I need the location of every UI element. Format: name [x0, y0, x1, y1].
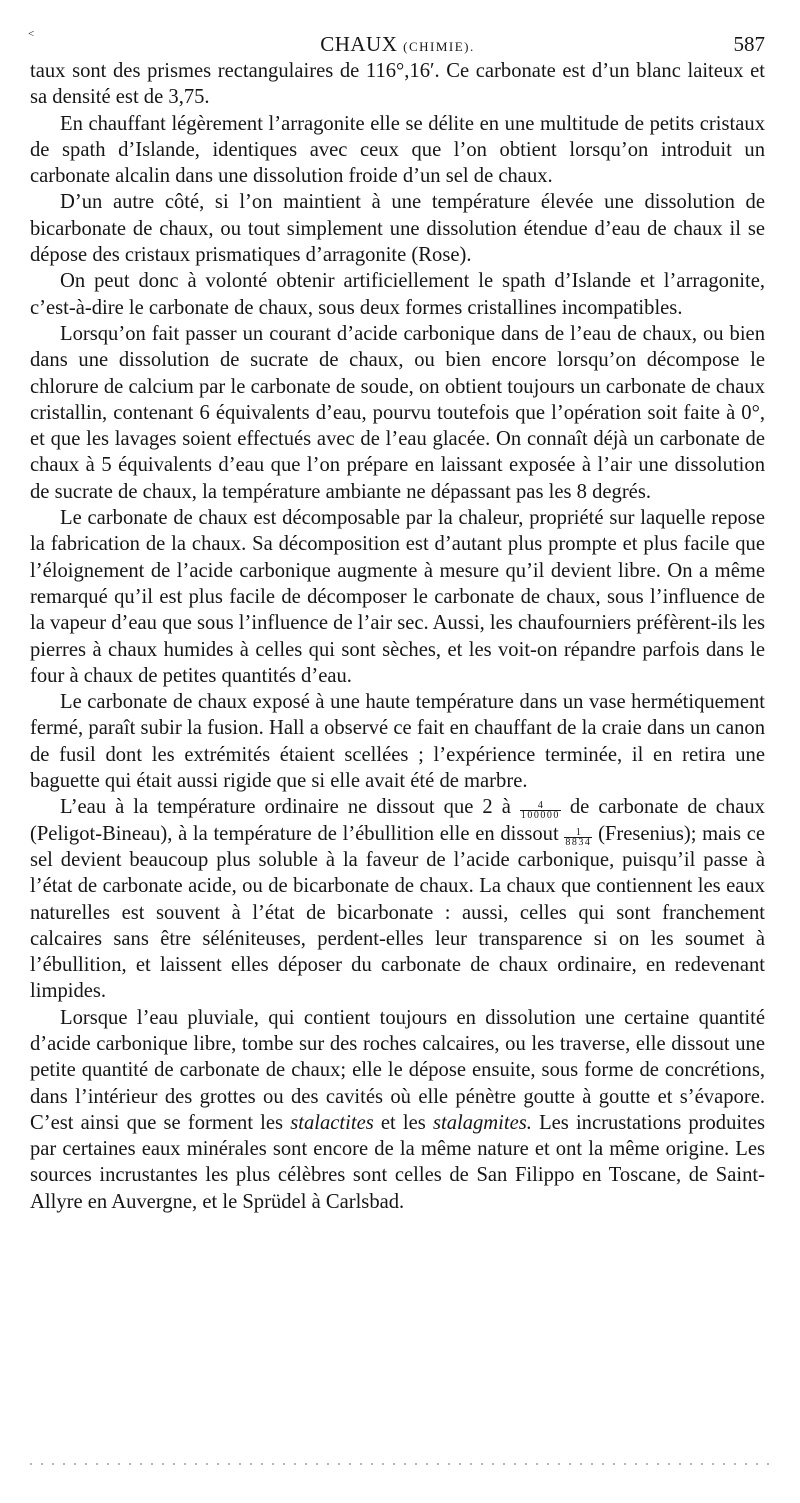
page-number: 587: [733, 32, 765, 56]
fraction-solubility-boiling: [564, 828, 592, 847]
fraction-numerator: 4: [520, 801, 561, 811]
running-title-main: CHAUX: [320, 32, 398, 56]
body-text: [30, 58, 765, 1215]
footer-print-artifact: [30, 1462, 770, 1466]
paragraph-1: taux sont des prismes rectangulaires de 116°,16′. Ce carbonate est d’un blanc laiteux et sa densité est de 3,75.: [30, 60, 765, 109]
running-title-sub: (CHIMIE).: [403, 39, 475, 54]
running-title: [30, 32, 765, 57]
fraction-denominator: 100000: [520, 810, 560, 822]
term-stalactites: stalactites: [290, 1111, 374, 1134]
paragraph-2: En chauffant légèrement l’arragonite elle se délite en une multitude de petits cristaux de spath d’Islande, identiques avec ceux que l’on obtient lorsqu’on introduit un carbonate alcalin dans une dissolution froide d’un sel de chaux.: [30, 112, 765, 188]
fraction-denominator: 8834: [565, 836, 592, 848]
corner-mark: <: [28, 28, 35, 40]
book-page: [30, 28, 765, 1215]
paragraph-9-part-c: Les incrustations produites par certaines eaux minérales sont encore de la même nature et ont la même origine. Les sources incrustantes les plus célèbres sont celles de San Filippo en Toscane, de Saint-Allyre en Auvergne, et le Sprüdel à Carlsbad.: [30, 1111, 765, 1213]
fraction-numerator: 1: [564, 828, 592, 838]
paragraph-6: Le carbonate de chaux est décomposable par la chaleur, propriété sur laquelle repose la fabrication de la chaux. Sa décomposition est d’autant plus prompte et plus facile que l’éloignement de l’acide carbonique augmente à mesure qu’il devient libre. On a même remarqué qu’il est plus facile de décomposer le carbonate de chaux, sous l’influence de la vapeur d’eau que sous l’influence de l’air sec. Aussi, les chaufourniers préfèrent-ils les pierres à chaux humides à celles qui sont sèches, et les voit-on répandre parfois dans le four à chaux de petites quantités d’eau.: [30, 507, 765, 687]
paragraph-7: Le carbonate de chaux exposé à une haute température dans un vase hermétiquement fermé, paraît subir la fusion. Hall a observé ce fait en chauffant de la craie dans un canon de fusil dont les extrémités étaient scellées ; l’expérience terminée, il en retira une baguette qui était aussi rigide que si elle avait été de marbre.: [30, 691, 765, 793]
paragraph-9: [30, 1005, 765, 1215]
page-header: [30, 28, 765, 58]
paragraph-4: On peut donc à volonté obtenir artificiellement le spath d’Islande et l’arragonite, c’est-à-dire le carbonate de chaux, sous deux formes cristallines incompatibles.: [30, 270, 765, 319]
term-stalagmites: stalagmites.: [432, 1111, 532, 1134]
fraction-solubility-cold: [520, 801, 561, 820]
paragraph-8-part-a: L’eau à la température ordinaire ne dissout que 2 à: [60, 796, 511, 819]
paragraph-8-part-b: de carbonate de chaux (Peligot-Bineau), à la température de l’ébullition elle en dissout: [30, 796, 765, 845]
paragraph-8: [30, 794, 765, 1004]
dotted-rule: [30, 1462, 770, 1466]
paragraph-9-part-a: Lorsque l’eau pluviale, qui contient toujours en dissolution une certaine quantité d’acide carbonique libre, tombe sur des roches calcaires, ou les traverse, elle dissout une petite quantité de carbonate de chaux; elle le dépose ensuite, sous forme de concrétions, dans l’intérieur des grottes ou des cavités où elle pénètre goutte à goutte et s’évapore. C’est ainsi que se forment les: [30, 1006, 765, 1134]
paragraph-8-part-c: (Fresenius); mais ce sel devient beaucoup plus soluble à la faveur de l’acide carbonique, puisqu’il passe à l’état de carbonate acide, ou de bicarbonate de chaux. La chaux que contiennent les eaux naturelles est souvent à l’état de bicarbonate : aussi, celles qui sont franchement calcaires sans être séléniteuses, perdent-elles leur transparence si on les soumet à l’ébullition, et laissent elles déposer du carbonate de chaux ordinaire, en redevenant limpides.: [30, 822, 765, 1003]
paragraph-5: Lorsqu’on fait passer un courant d’acide carbonique dans de l’eau de chaux, ou bien dans une dissolution de sucrate de chaux, ou bien encore lorsqu’on décompose le chlorure de calcium par le carbonate de soude, on obtient toujours un carbonate de chaux cristallin, contenant 6 équivalents d’eau, pourvu toutefois que l’opération soit faite à 0°, et que les lavages soient effectués avec de l’eau glacée. On connaît déjà un carbonate de chaux à 5 équivalents d’eau que l’on prépare en laissant exposée à l’air une dissolution de sucrate de chaux, la température ambiante ne dépassant pas les 8 degrés.: [30, 322, 765, 503]
paragraph-9-part-b: et les: [380, 1111, 426, 1134]
paragraph-3: D’un autre côté, si l’on maintient à une température élevée une dissolution de bicarbonate de chaux, ou tout simplement une dissolution étendue d’eau de chaux il se dépose des cristaux prismatiques d’arragonite (Rose).: [30, 191, 765, 267]
